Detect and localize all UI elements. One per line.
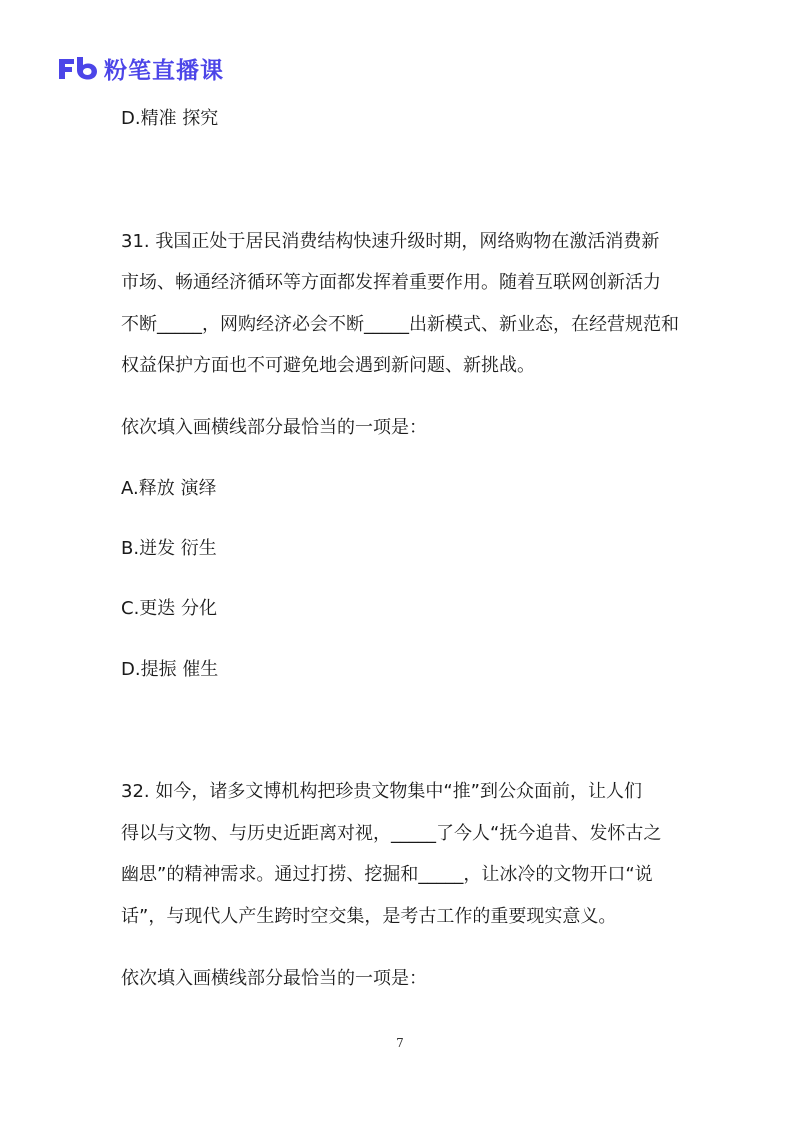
page-number: 7 xyxy=(396,1036,404,1050)
fenbi-logo-icon xyxy=(56,55,100,83)
q32-stem-line: 话”，与现代人产生跨时空交集，是考古工作的重要现实意义。 xyxy=(121,906,617,927)
q31-option-a: A.释放 演绎 xyxy=(121,478,217,499)
q31-option-b: B.迸发 衍生 xyxy=(121,538,217,559)
q32-instruction: 依次填入画横线部分最恰当的一项是： xyxy=(121,968,427,989)
header xyxy=(56,52,224,85)
q31-stem-line: 31. 我国正处于居民消费结构快速升级时期，网络购物在激活消费新 xyxy=(121,231,660,252)
q31-stem-line: 权益保护方面也不可避免地会遇到新问题、新挑战。 xyxy=(121,355,535,376)
q31-stem-line: 市场、畅通经济循环等方面都发挥着重要作用。随着互联网创新活力 xyxy=(121,272,661,293)
q32-stem-line: 得以与文物、与历史近距离对视，_____了今人“抚今追昔、发怀古之 xyxy=(121,823,662,844)
q31-option-d: D.提振 催生 xyxy=(121,659,219,680)
q31-option-c: C.更迭 分化 xyxy=(121,598,218,619)
prev-option-d: D.精准 探究 xyxy=(121,108,219,129)
q32-stem-line: 幽思”的精神需求。通过打捞、挖掘和_____，让冰冷的文物开口“说 xyxy=(121,864,653,885)
q32-stem-line: 32. 如今，诸多文博机构把珍贵文物集中“推”到公众面前，让人们 xyxy=(121,781,642,802)
brand-name: 粉笔直播课 xyxy=(104,58,224,84)
q31-stem-line: 不断_____，网购经济必会不断_____出新模式、新业态，在经营规范和 xyxy=(121,314,679,335)
q31-instruction: 依次填入画横线部分最恰当的一项是： xyxy=(121,417,427,438)
